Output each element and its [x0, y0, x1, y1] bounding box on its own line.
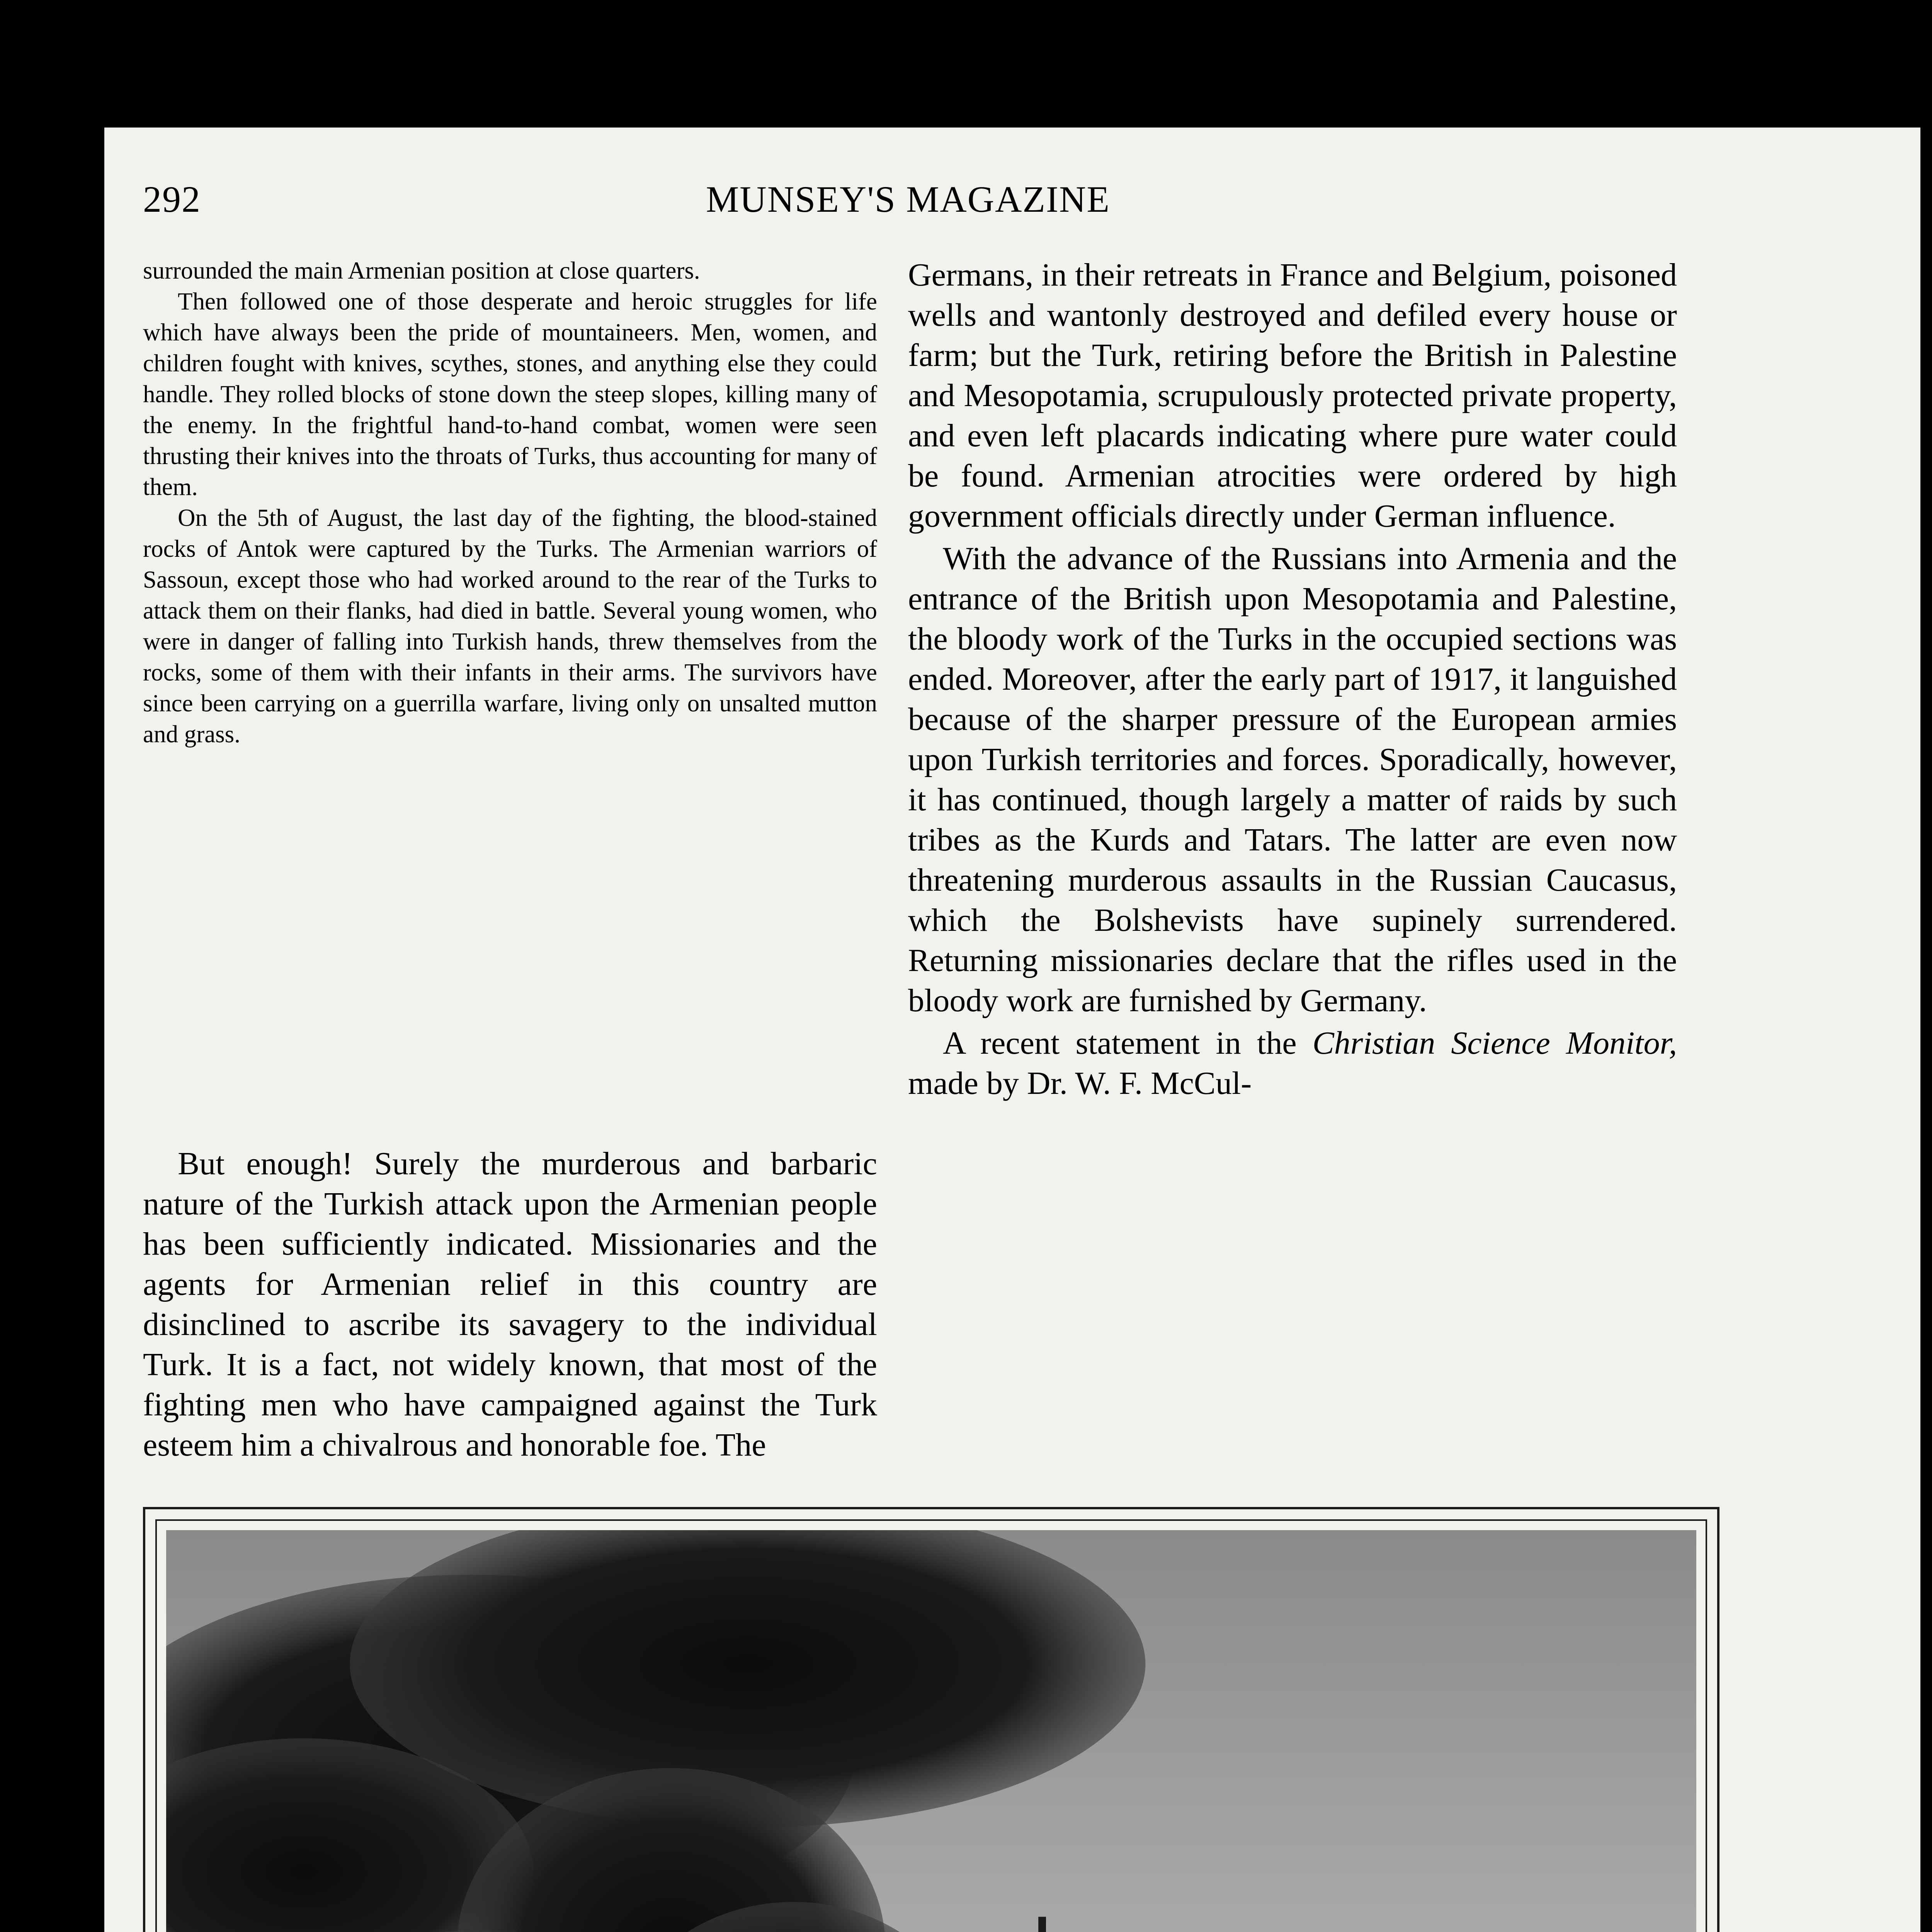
left-column-small-type: [143, 255, 877, 750]
oil-fire-photo: [166, 1530, 1696, 1932]
running-head: [143, 178, 1673, 224]
photo-frame: [143, 1507, 1719, 1932]
paragraph: On the 5th of August, the last day of the fighting, the blood-stained rocks of Antok were captured by the Turks. The Armenian warriors of Sassoun, except those who had worked around to the rear of the Turks to attack them on their flanks, had died in battle. Several young women, who were in danger of falling into Turkish hands, threw themselves from the rocks, some of them with their infants in their arms. The survivors have since been carrying on a guerrilla warfare, living only on unsalted mutton and grass.: [143, 504, 877, 748]
paragraph: Then followed one of those desperate and heroic struggles for life which have always been the pride of mountaineers. Men, women, and children fought with knives, scythes, stones, and anything else they could handle. They rolled blocks of stone down the steep slopes, killing many of the enemy. In the frightful hand-to-hand combat, women were seen thrusting their knives into the throats of Turks, thus accounting for many of them.: [143, 288, 877, 500]
paragraph: But enough! Surely the murderous and barbaric nature of the Turkish attack upon the Armenian people has been sufficiently indicated. Missionaries and the agents for Armenian relief in this country are disinclined to ascribe its savagery to the individual Turk. It is a fact, not widely known, that most of the fighting men who have campaigned against the Turk esteem him a chivalrous and honorable foe. The: [143, 1146, 877, 1463]
magazine-title: MUNSEY'S MAGAZINE: [706, 179, 1110, 220]
page-number: 292: [143, 179, 201, 220]
paragraph: Germans, in their retreats in France and Belgium, poisoned wells and wantonly destroyed and defiled every house or farm; but the Turk, retiring before the British in Palestine and Mesopotamia, scrupulously protected private property, and even left placards indicating where pure water could be found. Armenian atrocities were ordered by high government officials directly under German influence.: [908, 257, 1677, 534]
paragraph-text: A recent statement in the: [943, 1025, 1313, 1061]
publication-title: Christian Science Monitor,: [1312, 1025, 1677, 1061]
paragraph: With the advance of the Russians into Armenia and the entrance of the British upon Mesopotamia and Palestine, the bloody work of the Turks in the occupied sections was ended. Moreover, after the early part of 1917, it languished because of the sharper pressure of the European armies upon Turkish territories and forces. Sporadically, however, it has continued, though largely a matter of raids by such tribes as the Kurds and Tatars. The latter are even now threatening murderous assaults in the Russian Caucasus, which the Bolshevists have supinely surrendered. Returning missionaries declare that the rifles used in the bloody work are furnished by Germany.: [908, 541, 1677, 1019]
photo-inner-frame: [155, 1519, 1707, 1932]
paragraph: surrounded the main Armenian position at close quarters.: [143, 257, 700, 284]
right-column-body: [908, 255, 1677, 1106]
paragraph: [908, 1023, 1677, 1104]
left-column-body: [143, 1144, 877, 1468]
paragraph-text: made by Dr. W. F. McCul-: [908, 1065, 1252, 1101]
